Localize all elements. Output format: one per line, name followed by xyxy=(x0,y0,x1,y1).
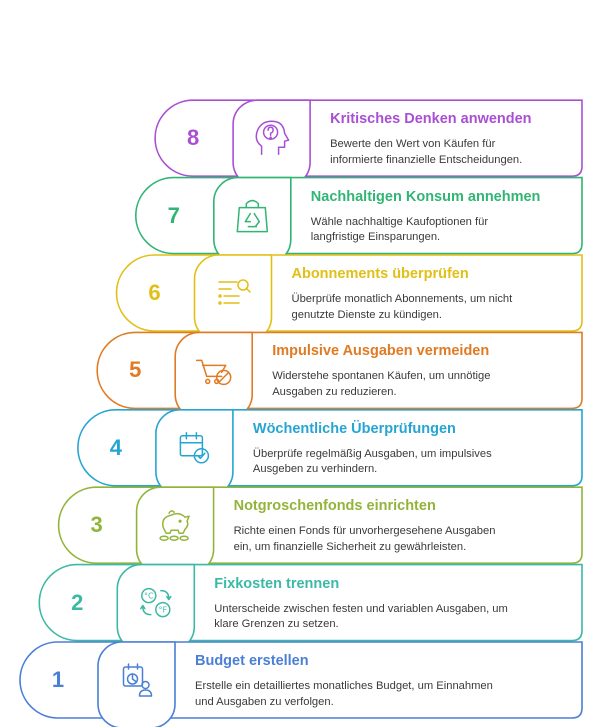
step-1-title: Budget erstellen xyxy=(195,653,309,669)
step-7-description xyxy=(311,215,541,246)
step-2-title: Fixkosten trennen xyxy=(214,575,340,592)
step-7-description-line: langfristige Einsparungen. xyxy=(310,231,441,244)
step-1-text xyxy=(195,652,493,710)
step-8-title: Kritisches Denken anwenden xyxy=(330,111,532,128)
step-2-description-line: Unterscheide zwischen festen und variablen Ausgaben, um xyxy=(214,602,508,615)
step-8-description-line: informierte finanzielle Entscheidungen. xyxy=(330,153,523,166)
step-6-text xyxy=(292,265,513,323)
step-2-description-line: klare Grenzen zu setzen. xyxy=(214,618,339,631)
step-3-title: Notgroschenfonds einrichten xyxy=(233,498,436,515)
step-8-description xyxy=(330,137,531,168)
step-4-number: 4 xyxy=(109,434,123,460)
step-2-description xyxy=(214,602,508,633)
step-8-icon-panel xyxy=(233,100,310,186)
step-6-description-line: genutzte Dienste zu kündigen. xyxy=(291,308,443,321)
step-5-text xyxy=(272,342,490,400)
step-4-description-line: Überprüfe regelmäßig Ausgaben, um impulsives xyxy=(252,447,492,460)
step-2-text xyxy=(214,575,508,633)
step-8-number: 8 xyxy=(186,125,200,151)
step-5-description-line: Ausgaben zu reduzieren. xyxy=(272,385,397,398)
step-7-icon-panel xyxy=(214,178,291,264)
step-1-description xyxy=(195,679,493,710)
step-6-description xyxy=(292,292,513,323)
step-4-description-line: Ausgeben zu verhindern. xyxy=(252,463,378,476)
step-6-description-line: Überprüfe monatlich Abonnements, um nicht xyxy=(291,293,513,305)
step-3-number: 3 xyxy=(90,512,103,538)
svg-text:°C: °C xyxy=(144,591,154,601)
step-3-description xyxy=(234,524,496,555)
step-2-number: 2 xyxy=(71,589,84,615)
step-8-description-line: Bewerte den Wert von Käufen für xyxy=(330,138,496,151)
step-3-description-line: ein, um finanzielle Sicherheit zu gewährleisten. xyxy=(233,540,467,553)
svg-text:°F: °F xyxy=(158,605,168,615)
step-1-description-line: und Ausgaben zu verfolgen. xyxy=(195,695,334,708)
step-5-description xyxy=(272,369,490,400)
step-3-description-line: Richte einen Fonds für unvorhergesehene Ausgaben xyxy=(233,525,496,538)
step-3-text xyxy=(234,497,496,555)
step-5-number: 5 xyxy=(129,357,142,383)
step-1-description-line: Erstelle ein detailliertes monatliches Budget, um Einnahmen xyxy=(195,680,493,692)
step-8-text xyxy=(330,110,531,168)
step-7-text xyxy=(311,188,541,246)
step-6-number: 6 xyxy=(148,280,161,305)
step-7-title: Nachhaltigen Konsum annehmen xyxy=(310,188,541,205)
step-4-title: Wöchentliche Überprüfungen xyxy=(252,420,456,437)
step-7-description-line: Wähle nachhaltige Kaufoptionen für xyxy=(310,215,489,228)
step-5-icon-panel xyxy=(175,332,252,418)
step-4-text xyxy=(253,420,492,478)
step-1-icon-panel xyxy=(98,642,175,727)
step-6-title: Abonnements überprüfen xyxy=(291,266,469,282)
step-5-title: Impulsive Ausgaben vermeiden xyxy=(272,343,490,360)
step-4-description xyxy=(253,447,492,478)
step-6-icon-panel xyxy=(195,255,272,341)
step-1-number: 1 xyxy=(51,667,65,692)
step-7-number: 7 xyxy=(167,202,180,228)
step-5-description-line: Widerstehe spontanen Käufen, um unnötige xyxy=(272,370,491,383)
